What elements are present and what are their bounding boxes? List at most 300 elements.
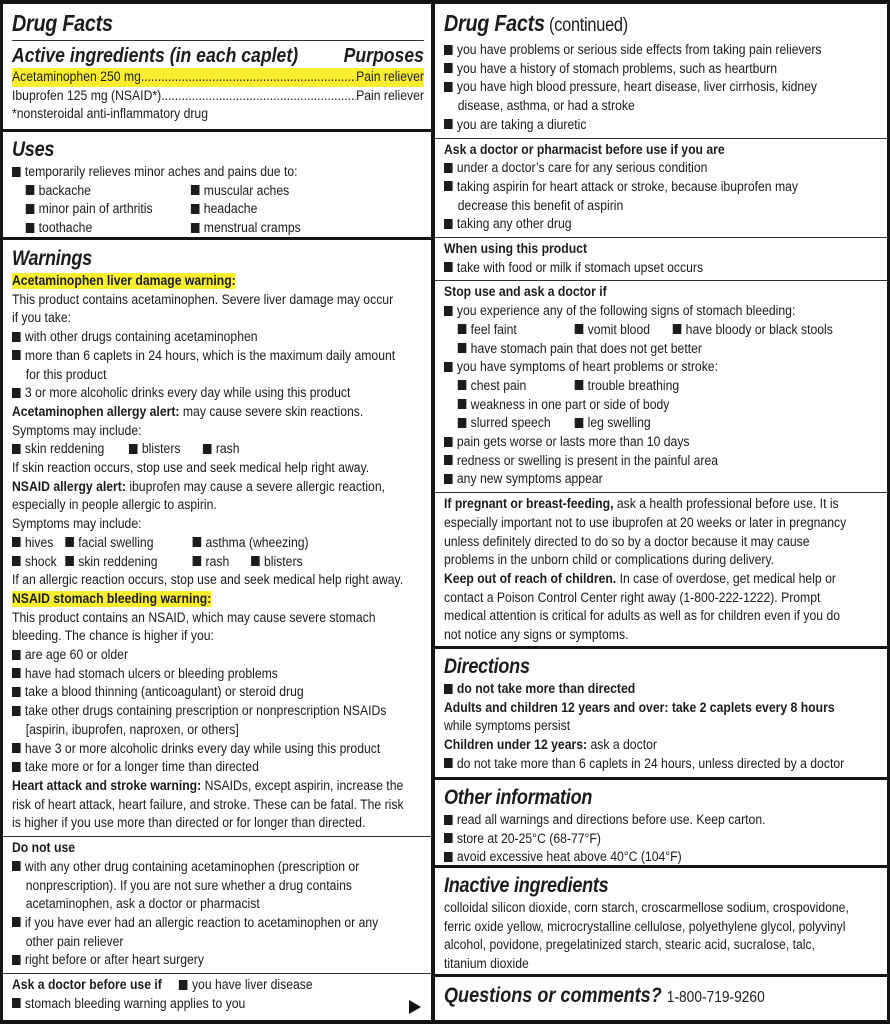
text-line	[444, 283, 878, 302]
text-line	[444, 607, 878, 626]
nsaid-footnote: *nonsteroidal anti-inflammatory drug	[12, 106, 208, 123]
text-line	[444, 78, 878, 97]
text-line	[12, 478, 424, 497]
bullet-icon	[12, 350, 21, 360]
bullet-icon	[444, 63, 453, 73]
text-line	[12, 403, 424, 422]
text-line	[12, 272, 424, 291]
text-line	[12, 347, 424, 366]
bullet-icon	[12, 537, 21, 547]
body-text: store at 20-25°C (68-77°F)	[456, 830, 601, 847]
divider	[435, 280, 887, 281]
text-line	[12, 721, 424, 740]
list-item-text: leg swelling	[587, 415, 651, 432]
bullet-icon	[458, 343, 467, 353]
divider	[3, 836, 431, 837]
right-column	[435, 4, 887, 1020]
list-item	[458, 414, 575, 433]
text-line	[444, 60, 878, 79]
text-line	[12, 740, 424, 759]
body-text: This product contains an NSAID, which may cause severe stomach	[12, 609, 376, 626]
title-suffix: (continued)	[544, 15, 628, 36]
bullet-icon	[458, 399, 467, 409]
list-item-text: shock	[24, 553, 57, 570]
list-item	[65, 534, 192, 553]
body-text: take with food or milk if stomach upset occurs	[456, 259, 704, 276]
text-line	[12, 758, 424, 777]
list-item-text: skin reddening	[78, 553, 158, 570]
questions-label: Questions or comments?	[444, 984, 662, 1007]
divider	[435, 237, 887, 238]
text-line	[444, 358, 878, 377]
uses-panel	[3, 132, 431, 237]
body-text: acetaminophen, ask a doctor or pharmacist	[25, 896, 260, 913]
inactive-ingredients-panel	[435, 868, 887, 974]
list-item-text: toothache	[38, 220, 93, 237]
body-text: with any other drug containing acetaminophen (prescription or	[24, 858, 360, 875]
list-item	[191, 219, 301, 237]
bullet-icon	[12, 668, 21, 678]
list-item	[193, 553, 251, 572]
text-line	[444, 533, 878, 552]
body-text: problems in the unborn child or complications during delivery.	[444, 552, 775, 569]
text-line	[444, 41, 878, 60]
text-line	[12, 933, 424, 952]
text-line	[444, 589, 878, 608]
text-line	[444, 433, 878, 452]
text-line	[444, 848, 878, 865]
bullet-icon	[12, 762, 21, 772]
bold-text: Heart attack and stroke warning:	[12, 777, 202, 794]
body-text: nonprescription). If you are not sure whether a drug contains	[25, 877, 352, 894]
body-text: more than 6 caplets in 24 hours, which is the maximum daily amount	[24, 347, 396, 364]
text-line	[12, 182, 424, 201]
bullet-icon	[203, 444, 212, 454]
text-line	[12, 839, 424, 858]
text-line	[444, 321, 878, 340]
body-text: Symptoms may include:	[12, 516, 142, 533]
text-line	[12, 590, 424, 609]
text-line	[12, 571, 424, 590]
ingredient-row	[12, 87, 424, 106]
bullet-icon	[444, 262, 453, 272]
text-line	[12, 534, 424, 553]
body-text: right before or after heart surgery	[24, 952, 204, 969]
questions-line	[444, 981, 878, 1013]
text-line	[444, 899, 878, 918]
bullet-icon	[673, 324, 682, 334]
bold-text: Ask a doctor before use if	[12, 977, 162, 994]
body-text: [aspirin, ibuprofen, naproxen, or others]	[25, 721, 239, 738]
body-text: may cause severe skin reactions.	[179, 403, 364, 420]
body-text: other pain reliever	[25, 933, 124, 950]
body-text: you have problems or serious side effects from taking pain relievers	[456, 42, 822, 58]
bullet-icon	[251, 556, 260, 566]
list-item-text: hives	[24, 534, 54, 551]
text-line	[12, 384, 424, 403]
body-text: weakness in one part or side of body	[470, 396, 670, 413]
list-item-text: have bloody or black stools	[685, 321, 833, 338]
bullet-icon	[12, 650, 21, 660]
body-text: Symptoms may include:	[12, 422, 142, 439]
text-line	[12, 646, 424, 665]
list-item	[12, 534, 65, 553]
highlighted-heading: NSAID stomach bleeding warning:	[12, 590, 212, 607]
list-item	[129, 440, 203, 459]
body-text: any new symptoms appear	[456, 471, 603, 488]
active-ingredients-heading: Active ingredients (in each caplet)	[12, 44, 299, 67]
text-line	[12, 200, 424, 219]
warnings-heading: Warnings	[12, 247, 92, 270]
bullet-icon	[65, 537, 74, 547]
bullet-icon	[12, 444, 21, 454]
body-text: especially in people allergic to aspirin.	[12, 497, 217, 514]
text-line	[444, 259, 878, 278]
body-text: take a blood thinning (anticoagulant) or steroid drug	[24, 684, 304, 701]
text-line	[444, 215, 878, 234]
bullet-icon	[191, 185, 200, 195]
body-text: you are taking a diuretic	[456, 116, 587, 133]
bullet-icon	[12, 706, 21, 716]
list-item	[251, 553, 303, 572]
list-item-text: headache	[203, 201, 258, 218]
bullet-icon	[193, 556, 202, 566]
text-line	[444, 240, 878, 259]
list-item-text: rash	[215, 441, 240, 458]
active-ingredients-panel	[3, 4, 431, 129]
text-line	[12, 163, 424, 182]
bullet-icon	[444, 684, 453, 694]
body-text: do not take more than 6 caplets in 24 hours, unless directed by a doctor	[456, 755, 845, 772]
active-ingredients-header	[12, 40, 424, 68]
list-item	[575, 377, 679, 396]
list-item-text: you have liver disease	[191, 977, 313, 994]
bullet-icon	[26, 223, 35, 233]
ingredient-name: Ibuprofen 125 mg (NSAID*)	[12, 87, 162, 104]
text-line	[12, 796, 424, 815]
text-line	[12, 976, 424, 995]
text-line	[12, 291, 424, 310]
body-text: read all warnings and directions before use. Keep carton.	[456, 812, 766, 828]
bullet-icon	[444, 437, 453, 447]
inactive-ingredients-heading: Inactive ingredients	[444, 874, 609, 897]
bullet-icon	[12, 917, 21, 927]
body-text: take other drugs containing prescription or nonprescription NSAIDs	[24, 703, 387, 720]
drug-facts-title: Drug Facts	[12, 10, 113, 36]
body-text: is higher if you use more than directed or for longer than directed.	[12, 815, 366, 832]
body-text: This product contains acetaminophen. Severe liver damage may occur	[12, 291, 394, 308]
text-line	[444, 736, 878, 755]
bullet-icon	[12, 861, 21, 871]
text-line	[444, 811, 878, 830]
bullet-icon	[191, 223, 200, 233]
body-text: taking aspirin for heart attack or stroke, because ibuprofen may	[456, 178, 799, 195]
bullet-icon	[179, 980, 188, 990]
text-line	[12, 665, 424, 684]
bold-text: do not take more than directed	[456, 681, 636, 697]
body-text: temporarily relieves minor aches and pains due to:	[24, 164, 298, 180]
body-text: NSAIDs, except aspirin, increase the	[201, 777, 404, 794]
body-text: unless definitely directed to do so by a doctor because it may cause	[444, 533, 810, 550]
divider	[3, 973, 431, 974]
text-line	[444, 680, 878, 699]
list-item-text: muscular aches	[203, 182, 290, 199]
body-text: for this product	[25, 366, 107, 383]
bullet-icon	[193, 537, 202, 547]
list-item	[191, 182, 289, 201]
list-item-text: chest pain	[470, 377, 527, 394]
body-text: while symptoms persist	[444, 718, 571, 735]
bullet-icon	[444, 219, 453, 229]
bullet-icon	[12, 687, 21, 697]
list-item	[191, 200, 258, 219]
text-line	[444, 495, 878, 514]
bullet-icon	[12, 998, 21, 1008]
bullet-icon	[12, 556, 21, 566]
text-line	[12, 440, 424, 459]
body-text: ibuprofen may cause a severe allergic reaction,	[125, 478, 385, 495]
divider	[435, 492, 887, 493]
text-line	[12, 951, 424, 970]
text-line	[444, 936, 878, 955]
body-text: If skin reaction occurs, stop use and seek medical help right away.	[12, 460, 370, 477]
bullet-icon	[444, 306, 453, 316]
leader-dots	[141, 68, 356, 87]
list-item	[575, 414, 651, 433]
body-text: have stomach pain that does not get better	[470, 340, 702, 357]
text-line	[444, 159, 878, 178]
text-line	[444, 955, 878, 974]
text-line	[12, 422, 424, 441]
list-item	[26, 219, 191, 237]
bold-text: Ask a doctor or pharmacist before use if you are	[444, 141, 725, 158]
bold-text: NSAID allergy alert:	[12, 478, 126, 495]
list-item-text: vomit blood	[587, 321, 651, 338]
bullet-icon	[444, 45, 453, 55]
text-line	[12, 777, 424, 796]
body-text: especially important not to use ibuprofen at 20 weeks or later in pregnancy	[444, 514, 847, 531]
list-item	[26, 182, 191, 201]
list-item-text: backache	[38, 182, 91, 199]
bullet-icon	[444, 119, 453, 129]
body-text: alcohol, povidone, pregelatinized starch, stearic acid, sucralose, talc,	[444, 937, 815, 954]
ingredient-purpose: Pain reliever	[356, 87, 424, 104]
bold-text: Keep out of reach of children.	[444, 570, 617, 587]
bullet-icon	[575, 324, 584, 334]
body-text: colloidal silicon dioxide, corn starch, croscarmellose sodium, crospovidone,	[444, 900, 849, 916]
text-line	[444, 340, 878, 359]
text-line	[444, 452, 878, 471]
body-text: with other drugs containing acetaminophen	[24, 329, 258, 346]
text-line	[12, 914, 424, 933]
body-text: have 3 or more alcoholic drinks every day while using this product	[24, 740, 381, 757]
phone-number[interactable]: 1-800-719-9260	[666, 989, 765, 1006]
list-item	[193, 534, 309, 553]
text-line	[444, 699, 878, 718]
text-line	[12, 609, 424, 628]
bullet-icon	[444, 758, 453, 768]
body-text: avoid excessive heat above 40°C (104°F)	[456, 849, 682, 865]
bullet-icon	[444, 82, 453, 92]
bold-text: Stop use and ask a doctor if	[444, 284, 607, 301]
text-line	[444, 141, 878, 160]
directions-heading: Directions	[444, 655, 530, 678]
body-text: stomach bleeding warning applies to you	[24, 995, 246, 1012]
text-line	[444, 551, 878, 570]
divider	[435, 138, 887, 139]
bullet-icon	[129, 444, 138, 454]
warnings-panel	[3, 240, 431, 1020]
leader-dots	[161, 87, 356, 106]
list-item-text: minor pain of arthritis	[38, 201, 153, 218]
bullet-icon	[444, 833, 453, 843]
list-item	[673, 321, 833, 340]
text-line	[444, 116, 878, 135]
text-line	[12, 877, 424, 896]
body-text: ask a health professional before use. It is	[613, 496, 839, 513]
list-item-text: facial swelling	[78, 534, 154, 551]
list-item	[26, 200, 191, 219]
text-line	[12, 309, 424, 328]
list-item	[12, 553, 65, 572]
bullet-icon	[191, 204, 200, 214]
bullet-icon	[458, 380, 467, 390]
bullet-icon	[12, 388, 21, 398]
bullet-icon	[458, 324, 467, 334]
bullet-icon	[12, 955, 21, 965]
questions-panel	[435, 977, 887, 1020]
bullet-icon	[444, 362, 453, 372]
list-item-text: asthma (wheezing)	[205, 534, 309, 551]
body-text: you experience any of the following signs of stomach bleeding:	[456, 303, 796, 320]
text-line	[444, 717, 878, 736]
body-text: taking any other drug	[456, 216, 572, 233]
title-text: Drug Facts	[444, 10, 545, 36]
text-line	[444, 377, 878, 396]
body-text: If an allergic reaction occurs, stop use and seek medical help right away.	[12, 572, 404, 589]
bullet-icon	[26, 204, 35, 214]
list-item-text: rash	[205, 553, 230, 570]
bullet-icon	[575, 380, 584, 390]
body-text: take more or for a longer time than directed	[24, 759, 259, 776]
text-line	[444, 302, 878, 321]
highlighted-heading: Acetaminophen liver damage warning:	[12, 273, 236, 289]
left-column	[3, 4, 431, 1020]
bold-text: Children under 12 years:	[444, 737, 588, 754]
ingredient-purpose: Pain reliever	[356, 69, 424, 85]
body-text: decrease this benefit of aspirin	[457, 197, 624, 214]
text-line	[444, 197, 878, 216]
other-information-heading: Other information	[444, 786, 593, 809]
list-item	[458, 321, 575, 340]
body-text: you have high blood pressure, heart disease, liver cirrhosis, kidney	[456, 79, 818, 96]
body-text: risk of heart attack, heart failure, and stroke. These can be fatal. The risk	[12, 796, 404, 813]
body-text: redness or swelling is present in the painful area	[456, 452, 719, 469]
bullet-icon	[12, 332, 21, 342]
list-item	[203, 440, 240, 459]
list-item-text: blisters	[141, 441, 181, 458]
text-line	[12, 496, 424, 515]
arrow-right-icon	[409, 1000, 421, 1014]
purposes-heading: Purposes	[343, 44, 424, 67]
body-text: you have symptoms of heart problems or stroke:	[456, 359, 718, 376]
bold-text: When using this product	[444, 241, 588, 258]
text-line	[444, 830, 878, 849]
text-line	[444, 470, 878, 489]
bullet-icon	[458, 418, 467, 428]
list-item-text: skin reddening	[24, 441, 105, 458]
list-item	[12, 440, 129, 459]
text-line	[444, 626, 878, 645]
text-line	[12, 328, 424, 347]
list-item-text: menstrual cramps	[203, 220, 301, 237]
text-line	[12, 858, 424, 877]
text-line	[444, 918, 878, 937]
text-line	[12, 366, 424, 385]
list-item-text: slurred speech	[470, 415, 551, 432]
bullet-icon	[444, 815, 453, 825]
body-text: 3 or more alcoholic drinks every day while using this product	[24, 385, 351, 402]
body-text: you have a history of stomach problems, such as heartburn	[456, 60, 778, 77]
list-item-text: blisters	[263, 553, 303, 570]
other-information-panel	[435, 780, 887, 865]
body-text: pain gets worse or lasts more than 10 days	[456, 434, 690, 451]
text-line	[12, 683, 424, 702]
directions-panel	[435, 649, 887, 777]
text-line	[444, 570, 878, 589]
text-line	[444, 755, 878, 774]
body-text: ask a doctor	[587, 737, 657, 754]
body-text: under a doctor’s care for any serious condition	[456, 160, 708, 177]
body-text: ferric oxide yellow, microcrystalline cellulose, polyethylene glycol, polyvinyl	[444, 918, 846, 935]
bold-text: Adults and children 12 years and over: take 2 caplets every 8 hours	[444, 699, 835, 716]
text-line	[12, 515, 424, 534]
list-item	[179, 977, 313, 993]
bullet-icon	[444, 181, 453, 191]
bullet-icon	[444, 852, 453, 862]
body-text: bleeding. The chance is higher if you:	[12, 628, 214, 645]
bullet-icon	[12, 743, 21, 753]
bold-text: Do not use	[12, 840, 76, 857]
text-line	[444, 178, 878, 197]
bullet-icon	[444, 163, 453, 173]
list-item	[65, 553, 192, 572]
text-line	[12, 553, 424, 572]
bullet-icon	[575, 418, 584, 428]
uses-heading: Uses	[12, 138, 55, 161]
body-text: have had stomach ulcers or bleeding problems	[24, 665, 278, 682]
text-line	[12, 702, 424, 721]
body-text: In case of overdose, get medical help or	[616, 570, 836, 587]
bullet-icon	[444, 474, 453, 484]
body-text: disease, asthma, or had a stroke	[457, 98, 635, 115]
text-line	[444, 396, 878, 415]
bullet-icon	[12, 167, 21, 177]
list-item	[458, 377, 575, 396]
text-line	[444, 97, 878, 116]
drug-facts-continued-title	[444, 8, 878, 41]
text-line	[12, 627, 424, 646]
ingredient-name: Acetaminophen 250 mg	[12, 69, 141, 85]
body-text: if you have ever had an allergic reaction to acetaminophen or any	[24, 914, 379, 931]
bullet-icon	[26, 185, 35, 195]
bullet-icon	[444, 455, 453, 465]
list-item-text: trouble breathing	[587, 377, 680, 394]
list-item	[575, 321, 673, 340]
body-text: contact a Poison Control Center right away (1-800-222-1222). Prompt	[444, 589, 821, 606]
body-text: titanium dioxide	[444, 956, 529, 973]
text-line	[12, 219, 424, 237]
